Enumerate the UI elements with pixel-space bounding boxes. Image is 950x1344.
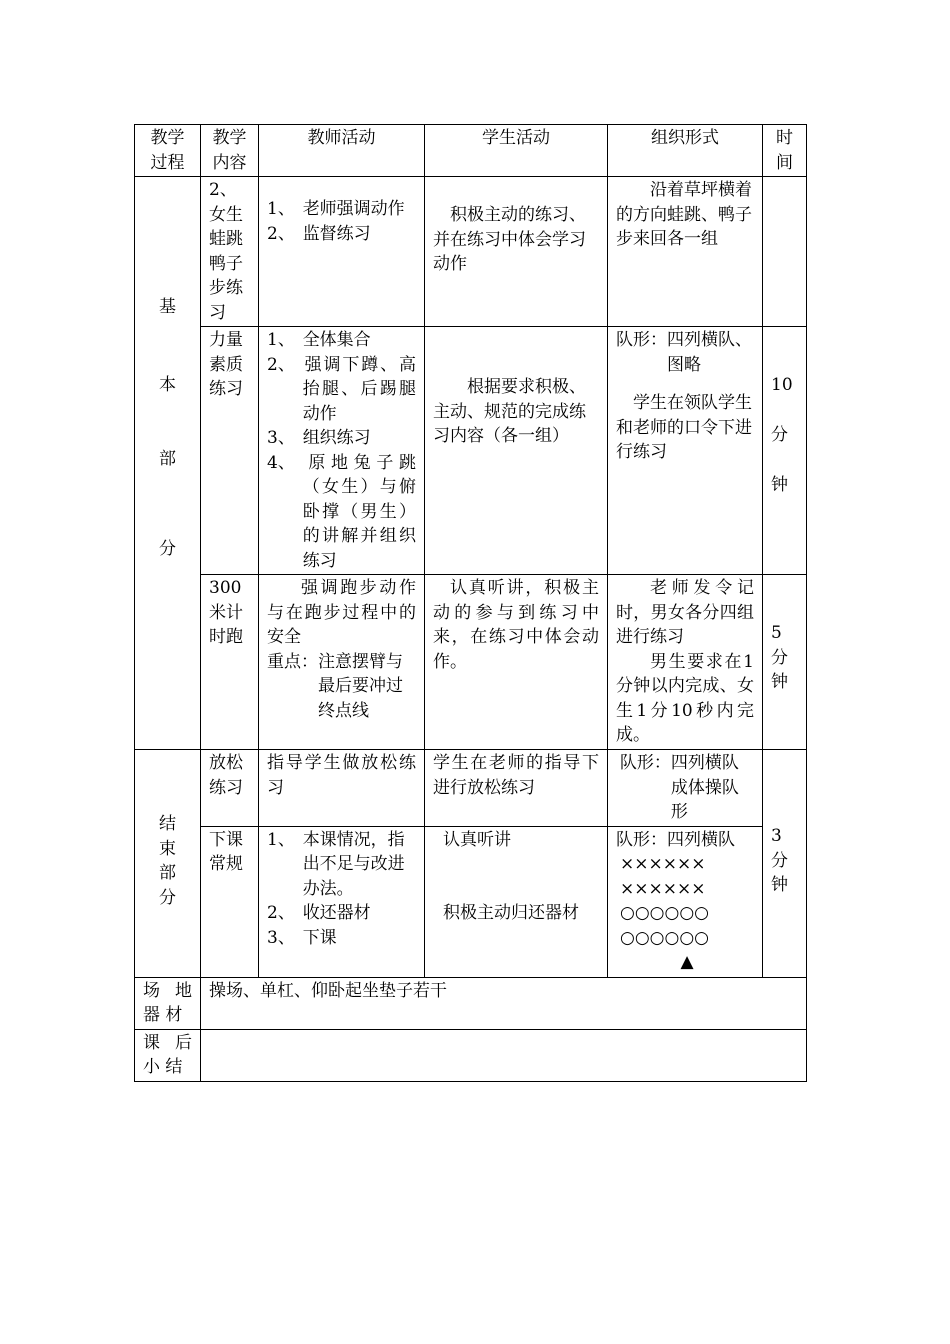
content-cell: 300米计时跑 [201,575,259,750]
student-line: 积极主动归还器材 [443,903,579,923]
organization-label: 队形：四列横队 [616,829,735,850]
content-cell: 下课常规 [201,826,259,977]
stage-basic [135,177,201,750]
header-organization: 组织形式 [608,125,763,177]
stage-basic-char: 部 [159,449,176,469]
teacher-position-triangle-icon: ▲ [680,952,694,972]
header-process: 教学过程 [135,125,201,177]
list-item: 1、 全体集合 [267,330,371,350]
table-row [135,177,807,327]
organization-cell [608,575,763,750]
content-cell: 2、女生蛙跳鸭子步练习 [201,177,259,327]
header-teacher-activity: 教师活动 [259,125,425,177]
stage-basic-char: 分 [159,539,176,559]
time-unit: 钟 [771,475,788,495]
organization-cell: 队形：四列横队成体操队形 [608,750,763,827]
summary-label: 课 后 小 结 [135,1029,201,1081]
time-unit: 钟 [771,875,788,895]
time-cell [763,575,807,750]
teacher-cell [259,327,425,575]
venue-row [135,977,807,1029]
venue-label: 场 地 器 材 [135,977,201,1029]
list-item: 1、 老师强调动作 [267,199,405,219]
time-unit: 分 [771,850,788,871]
organization-paragraph: 男生要求在1分钟以内完成、女生1分10秒内完成。 [616,651,754,745]
list-item: 2、 强调下蹲、高抬腿、后踢腿动作 [267,354,416,424]
list-item: 3、 下课 [267,927,337,948]
header-student-activity: 学生活动 [425,125,608,177]
student-cell: 学生在老师的指导下进行放松练习 [425,750,608,827]
content-cell: 放松练习 [201,750,259,827]
table-row [135,327,807,575]
venue-value: 操场、单杠、仰卧起坐垫子若干 [201,977,807,1029]
teacher-cell [259,826,425,977]
stage-ending-char: 束 [159,838,176,859]
list-item: 2、 收还器材 [267,903,371,923]
student-cell: 积极主动的练习、并在练习中体会学习动作 [425,177,608,327]
time-cell [763,327,807,575]
time-value: 10 [771,375,793,395]
time-unit: 钟 [771,672,788,692]
student-cell: 认真听讲，积极主动的参与到练习中来，在练习中体会动作。 [425,575,608,750]
summary-row [135,1029,807,1081]
formation-row: ×××××× [620,854,706,874]
time-value: 3 [771,826,782,846]
stage-basic-char: 基 [159,297,176,317]
table-header-row [135,125,807,177]
organization-cell: 沿着草坪横着的方向蛙跳、鸭子步来回各一组 [608,177,763,327]
organization-line: 队形：四列横队、 [616,330,752,350]
teacher-main: 强调跑步动作与在跑步过程中的安全 [267,578,416,647]
student-cell: 根据要求积极、主动、规范的完成练习内容（各一组） [425,327,608,575]
stage-ending [135,750,201,978]
summary-value [201,1029,807,1081]
list-item: 4、 原地兔子跳（女生）与俯卧撑（男生）的讲解并组织练习 [267,452,416,571]
formation-diagram [616,852,754,975]
formation-row: ○○○○○○ [620,903,710,923]
organization-paragraph: 老师发令记时，男女各分四组进行练习 [616,578,754,647]
student-line: 认真听讲 [443,829,511,850]
teacher-key-point: 重点：注意摆臂与最后要冲过终点线 [267,651,403,721]
time-unit: 分 [771,425,788,445]
teacher-cell [259,575,425,750]
stage-basic-char: 本 [159,375,176,395]
content-cell: 力量素质练习 [201,327,259,575]
list-item: 1、 本课情况，指出不足与改进办法。 [267,829,405,899]
time-value: 5 [771,623,782,643]
table-row [135,826,807,977]
header-time: 时间 [763,125,807,177]
table-row [135,750,807,827]
teacher-cell [259,177,425,327]
student-cell [425,826,608,977]
organization-cell [608,826,763,977]
stage-ending-char: 结 [159,814,176,834]
stage-ending-char: 分 [159,887,176,908]
organization-line: 图略 [667,354,701,375]
lesson-plan-table [134,124,807,1082]
formation-row: ○○○○○○ [620,927,710,948]
time-cell [763,750,807,978]
header-content: 教学内容 [201,125,259,177]
time-unit: 分 [771,647,788,668]
list-item: 2、 监督练习 [267,223,371,244]
teacher-cell: 指导学生做放松练习 [259,750,425,827]
time-cell [763,177,807,327]
formation-row: ×××××× [620,878,706,899]
organization-line: 学生在领队学生和老师的口令下进行练习 [616,393,752,462]
stage-ending-char: 部 [159,863,176,883]
organization-cell [608,327,763,575]
list-item: 3、 组织练习 [267,428,371,448]
table-row [135,575,807,750]
